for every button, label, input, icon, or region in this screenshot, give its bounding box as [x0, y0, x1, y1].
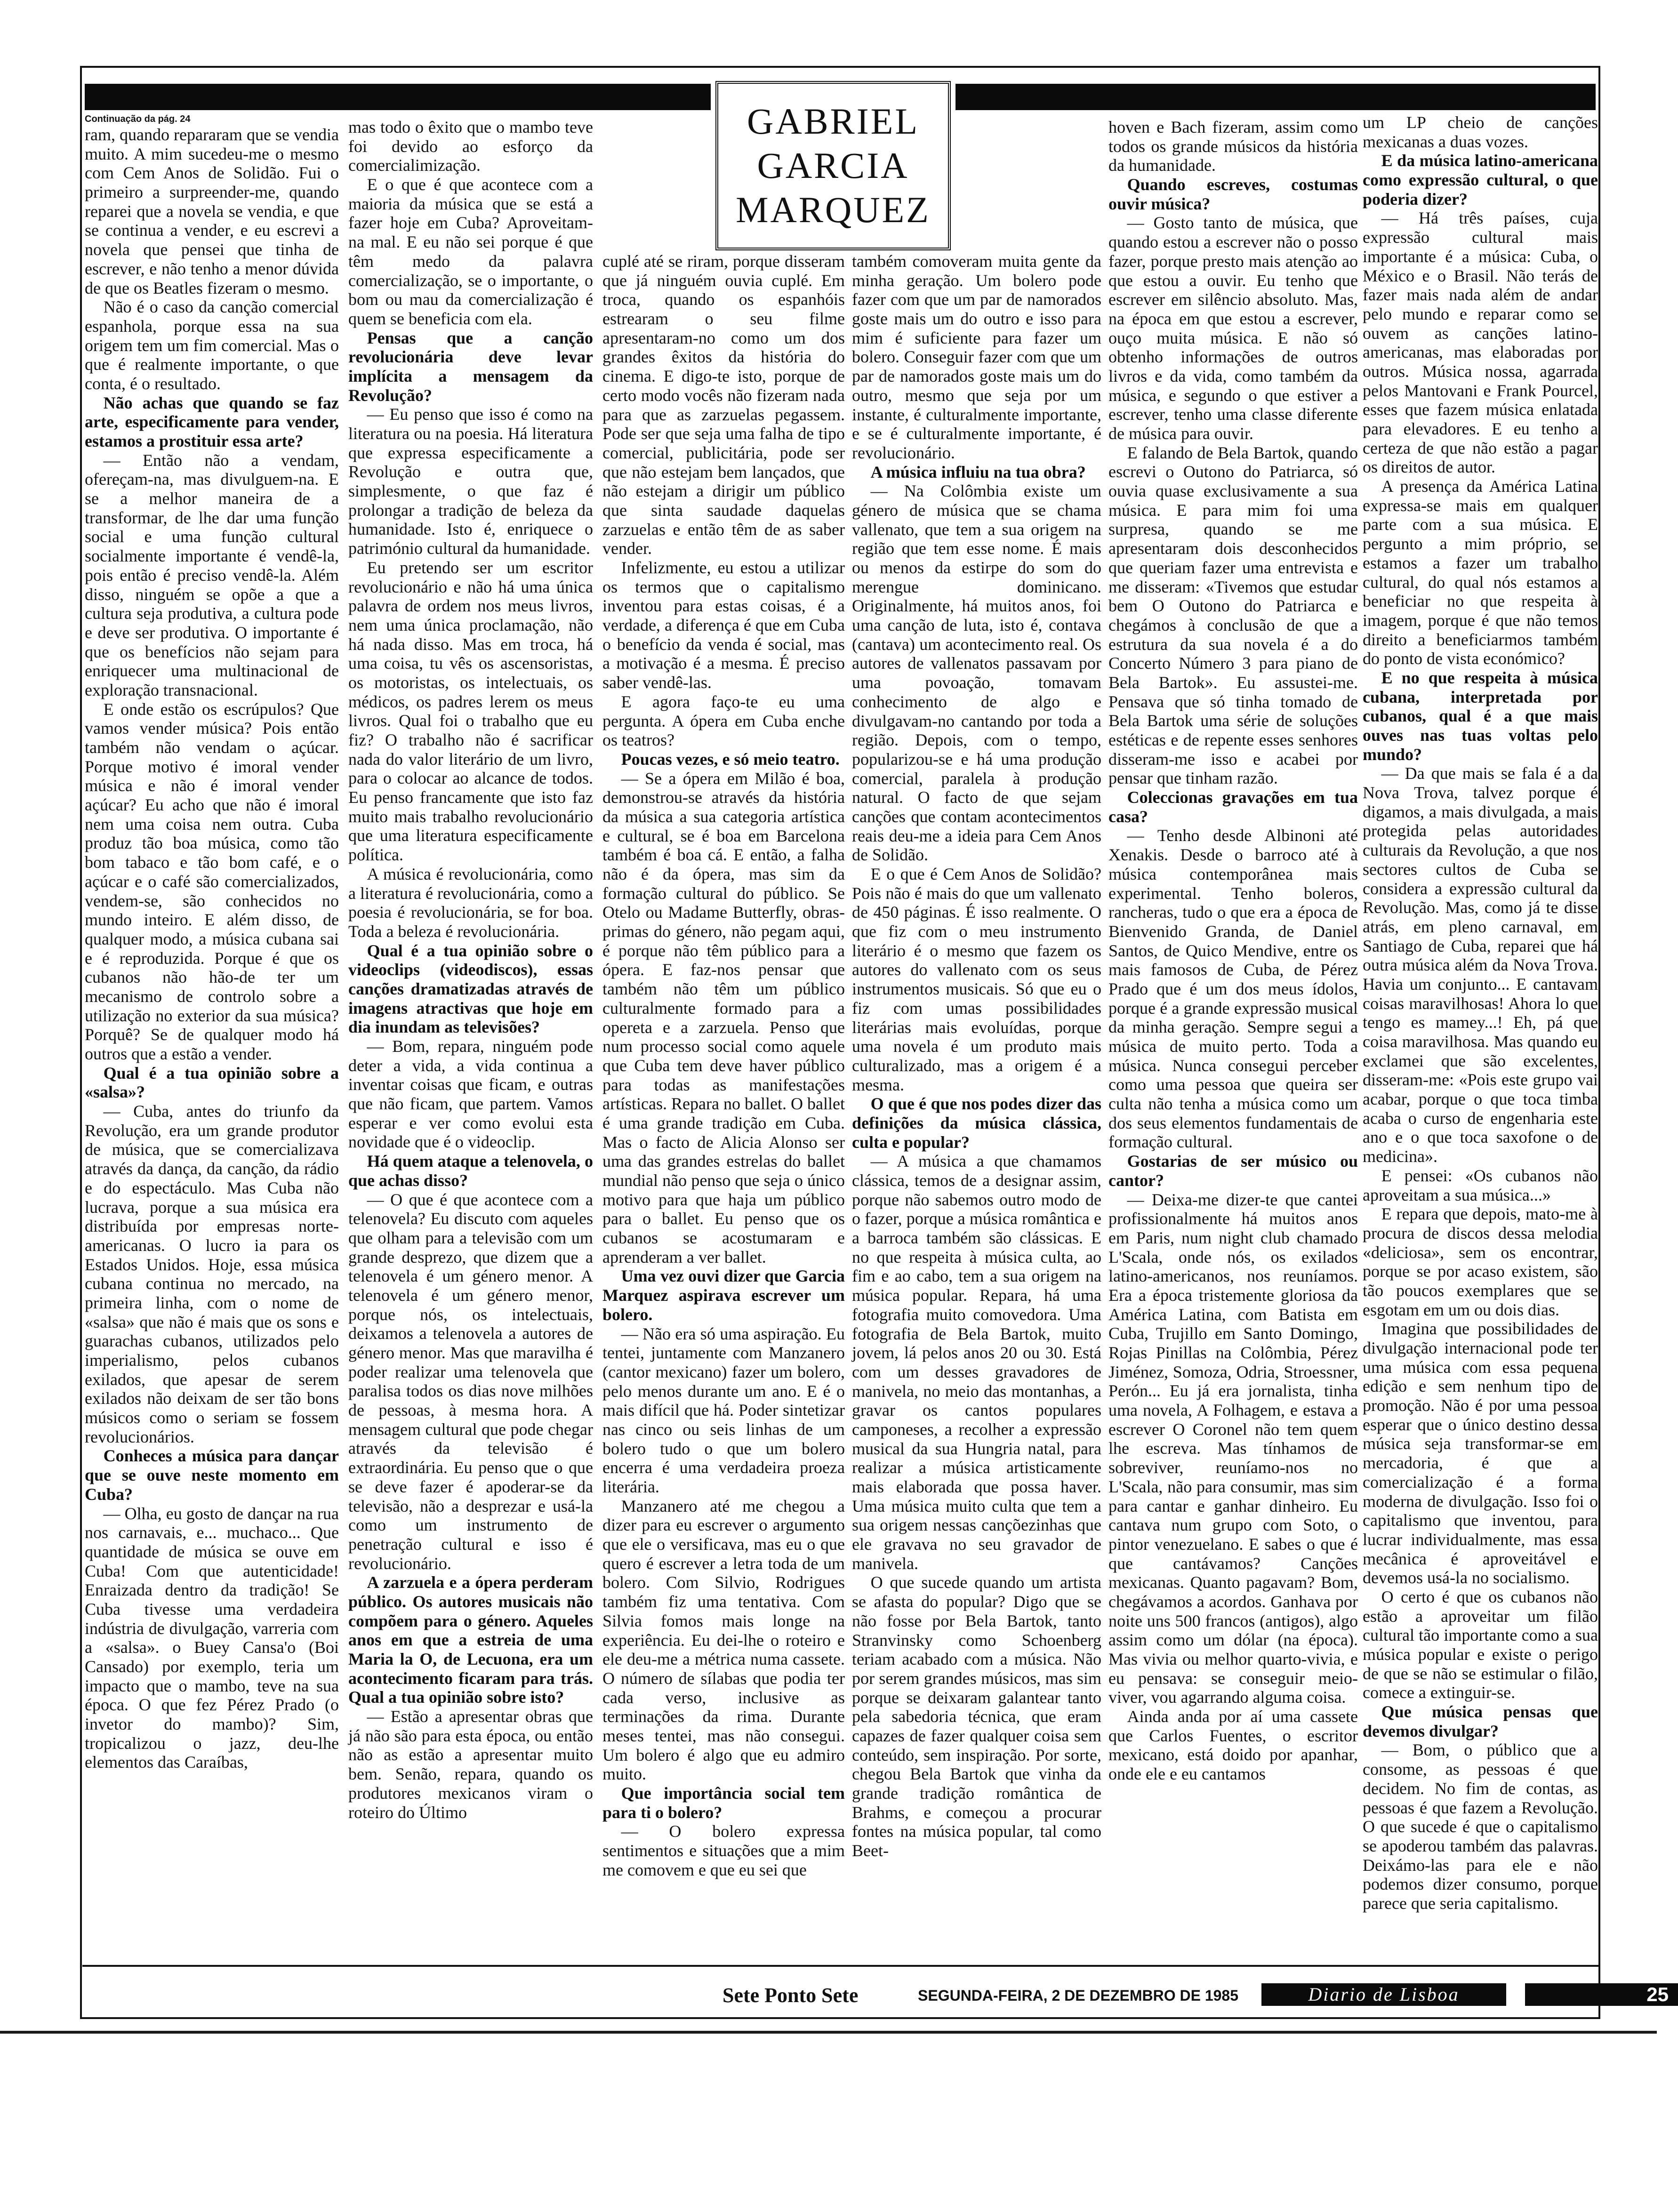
title-line-3: MARQUEZ — [736, 189, 931, 230]
article-column-4 — [852, 252, 1101, 1963]
paragraph: — Da que mais se fala é a da Nova Trova, talvez porque é digamos, a mais divulgada, a mais protegida pelas autoridades culturais da Revolução, a que nos sectores cultos de Cuba se considera a expressão cultural da Revolução. Mas, como já te disse atrás, em pleno carnaval, em Santiago de Cuba, reparei que há outra música além da Nova Trova. Havia um conjunto... E cantavam coisas maravilhosas! Ahora lo que tengo es mamey...! Eh, pá que coisa maravilhosa. Mas quando eu exclamei que são excelentes, disseram-me: «Pois este grupo vai acabar, porque o que toca timba acaba o curso de engenharia este ano e o que toca saxofone o de medicina». — [1363, 764, 1598, 1166]
paragraph: — Bom, o público que a consome, as pessoas é que decidem. No fim de contas, as pessoas é que fazem a Revolução. O que sucede é que o capitalismo se apoderou também das palavras. Deixámo-las para ele e não podemos dizer consumo, porque parece que seria capitalismo. — [1363, 1740, 1598, 1913]
paragraph: Imagina que possibilidades de divulgação internacional pode ter uma música com essa pequena edição e sem nenhum tipo de promoção. Não é por uma pessoa esperar que o único destino dessa música seja transformar-se em mercadoria, é que a comercialização é a forma moderna de divulgação. Isso foi o capitalismo que inventou, para lucrar individualmente, mas essa mecânica é aproveitável e devemos usá-la no socialismo. — [1363, 1319, 1598, 1587]
paragraph: — A música a que chamamos clássica, temos de a designar assim, porque não sabemos outro modo de o fazer, porque a música romântica e a barroca também são clássicas. E no que respeita à música culta, ao fim e ao cabo, tem a sua origem na música popular. Repara, há uma fotografia muito comovedora. Uma fotografia de Bela Bartok, muito jovem, lá pelos anos 20 ou 30. Está com um desses gravadores de manivela, no meio das montanhas, a gravar os cantos populares camponeses, a recolher a expressão musical da sua Hungria natal, para realizar a música artisticamente mais elaborada que possa haver. Uma música muito culta que tem a sua origem nessas cançõezinhas que ele gravava no seu gravador de manivela. — [852, 1152, 1101, 1573]
interview-question: A zarzuela e a ópera perderam público. Os autores musicais não compõem para o género. Aqueles anos em que a estreia de uma Maria la O, de Lecuona, era um acontecimento ficaram para trás. Qual a tua opinião sobre isto? — [348, 1573, 593, 1707]
paragraph: E falando de Bela Bartok, quando escrevi o Outono do Patriarca, só ouvia quase exclusivamente a sua música. E para mim foi uma surpresa, quando se me apresentaram dois desconhecidos que queriam fazer uma entrevista e me disseram: «Tivemos que estudar bem O Outono do Patriarca e chegámos à conclusão de que a estrutura da sua novela é a do Concerto Número 3 para piano de Bela Bartok». Eu assustei-me. Pensava que só tinha tomado de Bela Bartok uma série de soluções estéticas e de repente esses senhores disseram-me isso e acabei por pensar que tinham razão. — [1108, 443, 1358, 788]
paragraph: O que sucede quando um artista se afasta do popular? Digo que se não fosse por Bela Bartok, tanto Stranvinsky como Schoenberg teriam acabado com a música. Não por serem grandes músicos, mas sim porque se deixaram galantear tanto pela sabedoria técnica, que eram capazes de fazer qualquer coisa sem conteúdo, sem inspiração. Por sorte, chegou Bela Bartok que vinha da grande tradição romântica de Brahms, e começou a procurar fontes na música popular, tal como Beet- — [852, 1573, 1101, 1860]
paragraph-continued: também comoveram muita gente da minha geração. Um bolero pode fazer com que um par de namorados goste mais um do outro e isso para mim é suficiente para fazer um bolero. Conseguir fazer com que um par de namorados goste mais um do outro, mesmo que seja por um instante, é culturalmente importante, e se é culturalmente importante, é revolucionário. — [852, 252, 1101, 462]
page-bottom-edge — [0, 2031, 1657, 2034]
continuation-note: Continuação da pág. 24 — [85, 114, 191, 124]
interview-question: E da música latino-americana como expressão cultural, o que poderia dizer? — [1363, 151, 1598, 208]
paragraph: E agora faço-te eu uma pergunta. A ópera em Cuba enche os teatros? — [602, 692, 845, 750]
paragraph: Eu pretendo ser um escritor revolucionário e não há uma única palavra de ordem nos meus livros, nem uma única proclamação, não há nada disso. Mas em troca, há uma coisa, tu vês os ascensoristas, os motoristas, os intelectuais, os médicos, os padres lerem os meus livros. Qual foi o trabalho que eu fiz? O trabalho não é sacrificar nada do valor literário de um livro, para o colocar ao alcance de todos. Eu penso francamente que isto faz muito mais trabalho revolucionário que uma literatura especificamente política. — [348, 558, 593, 865]
header-bar-left — [85, 84, 711, 110]
paragraph: O certo é que os cubanos não estão a aproveitar um filão cultural tão importante como a sua música popular e existe o perigo de que se não se estimular o filão, comece a extinguir-se. — [1363, 1587, 1598, 1702]
paragraph: Infelizmente, eu estou a utilizar os termos que o capitalismo inventou para estas coisas, é a verdade, a diferença é que em Cuba o benefício da venda é social, mas a motivação é a mesma. É preciso saber vendê-las. — [602, 558, 845, 692]
interview-question: Que importância social tem para ti o bolero? — [602, 1784, 845, 1822]
paragraph: Não é o caso da canção comercial espanhola, porque essa na sua origem tem um fim comercial. Mas o que é realmente importante, o que conta, é o resultado. — [85, 297, 339, 393]
paragraph: — Na Colômbia existe um género de música que se chama vallenato, que tem a sua origem na região que tem esse nome. É mais ou menos da estirpe do som do merengue dominicano. Originalmente, há muitos anos, foi uma canção de luta, isto é, contava (cantava) um acontecimento real. Os autores de vallenatos passavam por uma povoação, tomavam conhecimento de algo e divulgavam-no cantando por toda a região. Depois, com o tempo, popularizou-se e há uma produção comercial, paralela à produção natural. O facto de que sejam canções que contam acontecimentos reais deu-me a ideia para Cem Anos de Solidão. — [852, 481, 1101, 865]
paragraph: — Olha, eu gosto de dançar na rua nos carnavais, e... muchaco... Que quantidade de música se ouve em Cuba! Com que autenticidade! Enraizada dentro da tradição! Se Cuba tivesse uma verdadeira indústria de divulgação, varreria com a «salsa». o Buey Cansa'o (Boi Cansado) por exemplo, teria um impacto que o mambo, teve na sua época. O que fez Pérez Prado (o invetor do mambo)? Sim, tropicalizou o jazz, deu-lhe elementos das Caraíbas, — [85, 1504, 339, 1772]
paragraph: A música é revolucionária, como a literatura é revolucionária, como a poesia é revolucionária, se for boa. Toda a beleza é revolucionária. — [348, 864, 593, 941]
section-name: Sete Ponto Sete — [723, 1984, 859, 2007]
interview-question: Poucas vezes, e só meio teatro. — [621, 749, 840, 769]
paragraph: — O bolero expressa sentimentos e situações que a mim me comovem e que eu sei que — [602, 1822, 845, 1879]
page-footer — [85, 1981, 1669, 2010]
paragraph-continued: ram, quando repararam que se vendia muito. A mim sucedeu-me o mesmo com Cem Anos de Solidão. Fui o primeiro a surpreender-me, quando reparei que a novela se vendia, e que se continua a vender, e eu escrevi a novela que pensei que tinha de escrever, e não tenho a menor dúvida de que os Beatles fizeram o mesmo. — [85, 125, 339, 297]
article-column-5 — [1108, 118, 1358, 1963]
interview-question: Quando escreves, costumas ouvir música? — [1108, 175, 1358, 213]
paragraph: E o que é que acontece com a maioria da música que se está a fazer hoje em Cuba? Aproveitam-na mal. E eu não sei porque é que têm medo da palavra comercialização, se o importante, o bom ou mau da comercialização é quem se beneficia com ela. — [348, 175, 593, 328]
paragraph: — O que é que acontece com a telenovela? Eu discuto com aqueles que olham para a televisão com um grande desprezo, que dizem que a telenovela é um género menor. A telenovela é um género menor, porque nós, os intelectuais, deixamos a telenovela a autores de género menor. Mas que maravilha é poder realizar uma telenovela que paralisa todos os dias nove milhões de pessoas, à mesma hora. A mensagem cultural que pode chegar através da televisão é extraordinária. Eu penso que o que se deve fazer é apoderar-se da televisão, não a desprezar e usá-la como um instrumento de penetração cultural e isso é revolucionário. — [348, 1190, 593, 1573]
interview-question: Qual é a tua opinião sobre a «salsa»? — [85, 1063, 339, 1102]
interview-question: Qual é a tua opinião sobre o videoclips (videodiscos), essas canções dramatizadas através de imagens atractivas que hoje em dia inundam as televisões? — [348, 941, 593, 1037]
paragraph: — Não era só uma aspiração. Eu tentei, juntamente com Manzanero (cantor mexicano) fazer um bolero, pelo menos durante um ano. E é o mais difícil que há. Poder sintetizar nas cinco ou seis linhas de um bolero tudo o que um bolero encerra é uma verdadeira proeza literária. — [602, 1324, 845, 1496]
interview-question: Que música pensas que devemos divulgar? — [1363, 1702, 1598, 1740]
paragraph: — Bom, repara, ninguém pode deter a vida, a vida continua a inventar coisas que ficam, e outras que não ficam, que partem. Vamos esperar e ver como evolui esta novidade que é o videoclip. — [348, 1037, 593, 1152]
paragraph: Ainda anda por aí uma cassete que Carlos Fuentes, o escritor mexicano, está doido por apanhar, onde ele e eu cantamos — [1108, 1707, 1358, 1784]
paragraph: — Eu penso que isso é como na literatura ou na poesia. Há literatura que expressa especificamente a Revolução e outra que, simplesmente, o que faz é prolongar a tradição de beleza da humanidade. Isto é, enriquece o património cultural da humanidade. — [348, 405, 593, 558]
paragraph: — Tenho desde Albinoni até Xenakis. Desde o barroco até à música contemporânea mais experimental. Tenho boleros, rancheras, tudo o que era a época de Bienvenido Granda, de Daniel Santos, de Quico Mendive, entre os mais famosos de Cuba, de Pérez Prado que é um dos meus ídolos, porque é a grande expressão musical da minha geração. Sempre segui a música de muito perto. Toda a música. Nunca consegui perceber como uma pessoa que queira ser culta não tenha a música como um dos seus elementos fundamentais de formação cultural. — [1108, 826, 1358, 1152]
paragraph: E repara que depois, mato-me à procura de discos dessa melodia «deliciosa», sem os encontrar, porque se por acaso existem, são tão poucos exemplares que se esgotam em um ou dois dias. — [1363, 1204, 1598, 1319]
paragraph: — Há três países, cuja expressão cultural mais importante é a música: Cuba, o México e o Brasil. Não terás de fazer mais nada além de andar pelo mundo e reparar como se ouvem as canções latino-americanas, mas elaboradas por outros. Música nossa, agarrada pelos Mantovani e Frank Pourcel, esses que fazem música enlatada para elevadores. E eu tenho a certeza de que não estão a pagar os direitos de autor. — [1363, 208, 1598, 477]
paragraph: — Estão a apresentar obras que já não são para esta época, ou então não as estão a apresentar muito bem. Senão, repara, quando os produtores mexicanos viram o roteiro do Último — [348, 1707, 593, 1822]
paragraph: — Deixa-me dizer-te que cantei profissionalmente há muitos anos em Paris, num night club chamado L'Scala, onde nós, os exilados latino-americanos, nos reuníamos. Era a época tristemente gloriosa da América Latina, com Batista em Cuba, Trujillo em Santo Domingo, Rojas Pinillas na Colômbia, Pérez Jiménez, Somoza, Odria, Stroessner, Perón... Eu já era jornalista, tinha uma novela, A Folhagem, e estava a escrever O Coronel não tem quem lhe escreva. Mas tínhamos de sobreviver, reuníamo-nos no L'Scala, não para consumir, mas sim para cantar e ganhar dinheiro. Eu cantava num grupo com Soto, o pintor venezuelano. E sabes o que é que cantávamos? Canções mexicanas. Quanto pagavam? Bom, chegávamos a acordos. Ganhava por noite uns 500 francos (antigos), algo assim como um dólar (na época). Mas vivia ou melhor quarto-vivia, e eu pensava: se conseguir meio-viver, vou agarrando alguma coisa. — [1108, 1190, 1358, 1707]
article-column-3 — [602, 252, 845, 1963]
newspaper-name: Diario de Lisboa — [1261, 1983, 1506, 2006]
paragraph: — Se a ópera em Milão é boa, demonstrou-se através da história da música a sua categoria artística e cultural, se é boa em Barcelona também é boa cá. E então, a falha não é da ópera, mas sim da formação cultural do público. Se Otelo ou Madame Butterfly, obras-primas do género, não pegam aqui, é porque não têm público para a ópera. E faz-nos pensar que também não têm um público culturalmente formado para a opereta e a zarzuela. Penso que num processo social como aquele que Cuba tem deve haver público para todas as manifestações artísticas. Repara no ballet. O ballet é uma grande tradição em Cuba. Mas o facto de Alicia Alonso ser uma das grandes estrelas do ballet mundial não penso que seja o único motivo para que haja um público para o ballet. Eu penso que os cubanos se acostumaram e aprenderam a ver ballet. — [602, 769, 845, 1266]
interview-question: O que é que nos podes dizer das definições da música clássica, culta e popular? — [852, 1094, 1101, 1152]
article-title — [715, 81, 951, 250]
interview-question: Pensas que a canção revolucionária deve levar implícita a mensagem da Revolução? — [348, 328, 593, 405]
interview-question: Não achas que quando se faz arte, especificamente para vender, estamos a prostituir essa arte? — [85, 393, 339, 450]
paragraph: — Cuba, antes do triunfo da Revolução, era um grande produtor de música, que se comercializava através da dança, da canção, da rádio e do espectáculo. Mas Cuba não lucrava, porque a sua música era distribuída por empresas norte-americanas. O lucro ia para os Estados Unidos. Hoje, essa música cubana continua no mercado, na primeira linha, com o nome de «salsa» que não é mais que os sons e guarachas cubanos, utilizados pelo imperialismo, pelos cubanos exilados, que apesar de serem exilados não deixam de ser tão bons músicos como o seriam se fossem revolucionários. — [85, 1102, 339, 1446]
paragraph: — Gosto tanto de música, que quando estou a escrever não o posso fazer, porque presto mais atenção ao que estou a ouvir. Eu tenho que escrever em silêncio absoluto. Mas, na época em que estou a escrever, ouço muita música. E não só obtenho informações de outros livros e da vida, como também da música, e segundo o que estiver a escrever, tenho uma classe diferente de música para ouvir. — [1108, 213, 1358, 443]
interview-question: Uma vez ouvi dizer que Garcia Marquez aspirava escrever um bolero. — [602, 1266, 845, 1324]
paragraph: Manzanero até me chegou a dizer para eu escrever o argumento que ele o versificava, mas eu o que quero é escrever a letra toda de um bolero. Com Silvio, Rodrigues também fiz uma tentativa. Com Silvia fomos mais longe na experiência. Eu dei-lhe o roteiro e ele deu-me a métrica numa cassete. O número de sílabas que podia ter cada verso, inclusive as terminações da rima. Durante meses tentei, mas não consegui. Um bolero é algo que eu admiro muito. — [602, 1496, 845, 1784]
title-line-2: GARCIA — [757, 145, 909, 186]
issue-date: SEGUNDA-FEIRA, 2 DE DEZEMBRO DE 1985 — [918, 1987, 1239, 2004]
interview-question: Gostarias de ser músico ou cantor? — [1108, 1152, 1358, 1190]
paragraph: E pensei: «Os cubanos não aproveitam a sua música...» — [1363, 1166, 1598, 1204]
header-bar-right — [955, 84, 1596, 110]
interview-question: Conheces a música para dançar que se ouve neste momento em Cuba? — [85, 1446, 339, 1504]
paragraph: E o que é Cem Anos de Solidão? Pois não é mais do que um vallenato de 450 páginas. É isso realmente. O que fiz com o meu instrumento literário é o mesmo que fazem os autores do vallenato com os seus instrumentos musicais. Só que eu o fiz com umas possibilidades literárias mais evoluídas, porque uma novela é um produto mais culturalizado, mas a origem é a mesma. — [852, 865, 1101, 1094]
paragraph-continued: hoven e Bach fizeram, assim como todos os grande músicos da história da humanidade. — [1108, 118, 1358, 175]
title-line-1: GABRIEL — [747, 101, 919, 142]
article-column-2 — [348, 118, 593, 1963]
paragraph-continued: um LP cheio de canções mexicanas a duas vozes. — [1363, 113, 1598, 151]
footer-rule — [82, 1965, 1600, 1967]
paragraph: — Então não a vendam, ofereçam-na, mas divulguem-na. E se a melhor maneira de a transformar, de lhe dar uma função social e uma função cultural socialmente importante é vendê-la, pois então é preciso vendê-la. Além disso, ninguém se opõe a que a cultura seja produtiva, a cultura pode e deve ser produtiva. O importante é que os benefícios não sejam para enriquecer uma multinacional de exploração transnacional. — [85, 450, 339, 699]
interview-question: Há quem ataque a telenovela, o que achas disso? — [348, 1152, 593, 1190]
paragraph: A presença da América Latina expressa-se mais em qualquer parte com a sua música. E pergunto a mim próprio, se estamos a fazer um trabalho cultural, do qual nós estamos a beneficiar no que respeita à imagem, porque é que não temos direito a beneficiarmos também do ponto de vista económico? — [1363, 477, 1598, 668]
interview-question: Coleccionas gravações em tua casa? — [1108, 788, 1358, 826]
page-number: 25 — [1525, 1983, 1678, 2006]
paragraph-continued: mas todo o êxito que o mambo teve foi devido ao esforço da comercialimização. — [348, 118, 593, 175]
article-column-1 — [85, 113, 339, 1963]
interview-question: E no que respeita à música cubana, interpretada por cubanos, qual é a que mais ouves nas tuas voltas pelo mundo? — [1363, 668, 1598, 764]
paragraph: E onde estão os escrúpulos? Que vamos vender música? Pois então também não vendam o açúcar. Porque motivo é imoral vender música e não é imoral vender açúcar? Eu acho que não é imoral nem uma coisa nem outra. Cuba produz tão boa música, como tão bom tabaco e tão bom café, e o açúcar e o café são comercializados, vendem-se, são conhecidos no mundo inteiro. E além disso, de qualquer modo, a música cubana sai e é reproduzida. Porque é que os cubanos não hão-de ter um mecanismo de controlo sobre a utilização no exterior da sua música? Porquê? Se de qualquer modo há outros que a estão a vender. — [85, 699, 339, 1063]
interview-question: A música influiu na tua obra? — [870, 462, 1086, 481]
article-column-6 — [1363, 113, 1598, 1963]
paragraph-continued: cuplé até se riram, porque disseram que já ninguém ouvia cuplé. Em troca, quando os espanhóis estrearam o seu filme apresentaram-no como um dos grandes êxitos da história do cinema. E digo-te isto, porque de certo modo vocês não fizeram nada para que as zarzuelas pegassem. Pode ser que seja uma falha de tipo comercial, publicitária, pode ser que não estejam bem lançados, que não estejam a dirigir um público que sinta saudade daquelas zarzuelas e então têm de as saber vender. — [602, 252, 845, 558]
